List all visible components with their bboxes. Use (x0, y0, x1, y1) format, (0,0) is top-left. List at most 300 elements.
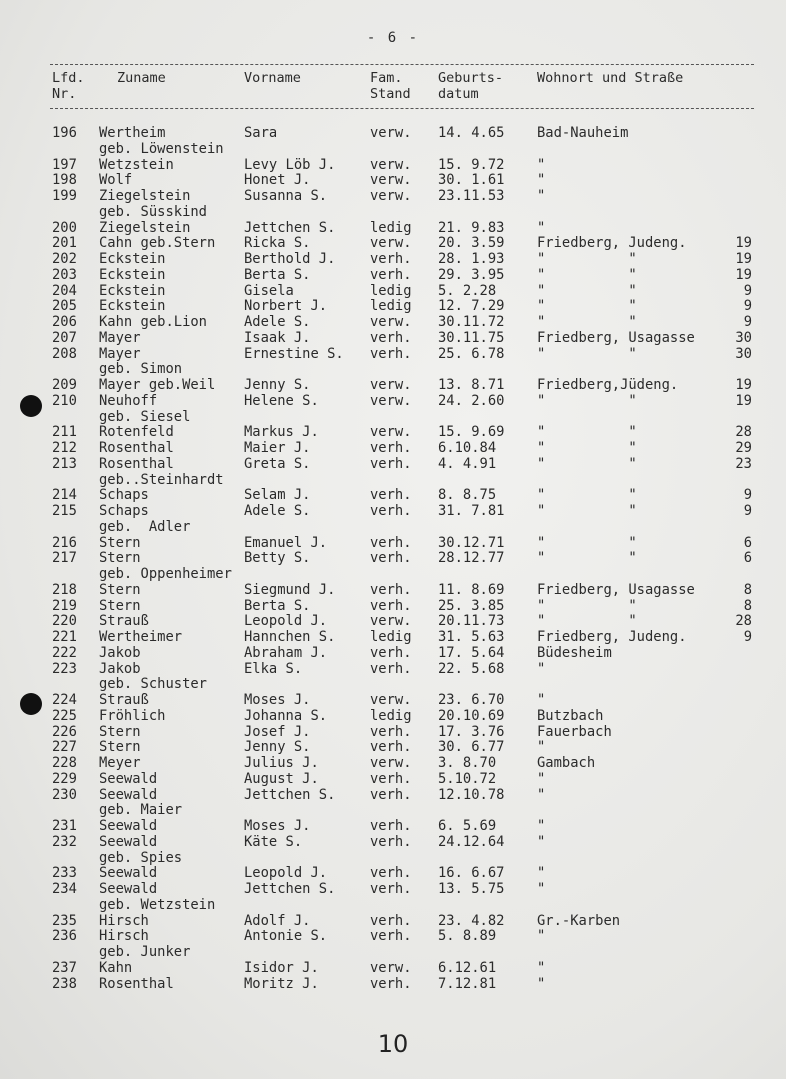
maiden-name: geb. Süsskind (99, 203, 207, 220)
surname: Hirsch (99, 928, 149, 945)
given-name: Susanna S. (244, 188, 328, 204)
table-row (0, 251, 786, 267)
given-name: Norbert J. (244, 298, 328, 315)
marital-status: verw. (370, 172, 412, 189)
entry-number: 230 (52, 786, 77, 803)
residence: " " (537, 314, 637, 330)
given-name: Jettchen S. (244, 881, 336, 897)
table-row (0, 771, 786, 787)
entry-number: 205 (52, 298, 77, 315)
surname: Stern (99, 534, 141, 551)
residence: " (537, 865, 546, 882)
marital-status: verh. (370, 251, 412, 267)
given-name: Antonie S. (244, 928, 328, 945)
birth-date: 30. 6.77 (438, 739, 505, 756)
given-name: Emanuel J. (244, 534, 328, 551)
surname: Schaps (99, 503, 149, 519)
birth-date: 23. 6.70 (438, 692, 505, 708)
birth-date: 5.10.72 (438, 770, 497, 787)
birth-date: 30.11.72 (438, 314, 505, 330)
marital-status: verh. (370, 329, 412, 346)
col-header-geburtsdatum: Geburts- datum (438, 70, 504, 102)
entry-number: 216 (52, 534, 77, 551)
given-name: Leopold J. (244, 613, 328, 630)
given-name: Markus J. (244, 424, 319, 441)
house-number: 29 (735, 440, 752, 456)
table-row (0, 708, 786, 724)
marital-status: ledig (370, 629, 412, 645)
birth-date: 6.10.84 (438, 440, 497, 456)
birth-date: 14. 4.65 (438, 125, 505, 141)
residence: " " (537, 424, 637, 441)
marital-status: verh. (370, 881, 412, 897)
given-name: Betty S. (244, 550, 311, 567)
residence: " " (537, 597, 637, 614)
birth-date: 28. 1.93 (438, 251, 505, 267)
table-row (0, 377, 786, 393)
table-row (0, 692, 786, 708)
given-name: Siegmund J. (244, 581, 336, 598)
surname: Rosenthal (99, 455, 174, 472)
residence: " " (537, 550, 637, 567)
table-row (0, 582, 786, 598)
birth-date: 23.11.53 (438, 188, 505, 204)
entry-number: 220 (52, 613, 77, 630)
entry-number: 226 (52, 723, 77, 740)
birth-date: 4. 4.91 (438, 455, 497, 472)
entry-number: 196 (52, 125, 77, 141)
marital-status: verh. (370, 865, 412, 882)
marital-status: verh. (370, 597, 412, 614)
residence: " (537, 818, 546, 834)
surname: Hirsch (99, 912, 149, 929)
given-name: Julius J. (244, 755, 319, 771)
residence: " " (537, 251, 637, 267)
marital-status: verh. (370, 833, 412, 850)
given-name: Jettchen S. (244, 786, 336, 803)
residence: " " (537, 392, 637, 409)
table-row (0, 881, 786, 897)
given-name: Käte S. (244, 833, 303, 850)
marital-status: ledig (370, 219, 412, 236)
entry-number: 213 (52, 455, 77, 472)
marital-status: verh. (370, 487, 412, 504)
residence: " " (537, 298, 637, 315)
birth-date: 31. 7.81 (438, 503, 505, 519)
table-row (0, 456, 786, 472)
punch-hole (20, 395, 42, 417)
entry-number: 234 (52, 881, 77, 897)
maiden-name: geb. Junker (99, 944, 191, 960)
residence: " (537, 928, 546, 945)
residence: " " (537, 503, 637, 519)
entry-number: 235 (52, 912, 77, 929)
col-header-wohnort: Wohnort und Straße (537, 70, 684, 86)
birth-date: 30. 1.61 (438, 172, 505, 189)
marital-status: verw. (370, 959, 412, 976)
table-row (0, 424, 786, 440)
given-name: Abraham J. (244, 644, 328, 661)
marital-status: verh. (370, 503, 412, 519)
given-name: Josef J. (244, 723, 311, 740)
marital-status: ledig (370, 707, 412, 724)
surname: Wertheimer (99, 629, 183, 645)
entry-number: 238 (52, 975, 77, 992)
given-name: Adele S. (244, 503, 311, 519)
birth-date: 31. 5.63 (438, 629, 505, 645)
given-name: Hannchen S. (244, 629, 336, 645)
house-number: 28 (735, 613, 752, 630)
table-row (0, 629, 786, 645)
table-row (0, 818, 786, 834)
marital-status: verh. (370, 818, 412, 834)
entry-number: 203 (52, 266, 77, 283)
marital-status: verw. (370, 156, 412, 173)
birth-date: 11. 8.69 (438, 581, 505, 598)
residence: " (537, 739, 546, 756)
maiden-name: geb. Simon (99, 361, 183, 378)
surname: Rosenthal (99, 975, 174, 992)
maiden-name: geb. Wetzstein (99, 896, 216, 913)
given-name: Sara (244, 125, 278, 141)
given-name: Ricka S. (244, 235, 311, 252)
residence: " " (537, 455, 637, 472)
header-top-rule (50, 64, 754, 65)
entry-number: 232 (52, 833, 77, 850)
surname: Ziegelstein (99, 219, 191, 236)
table-row (0, 976, 786, 992)
surname: Stern (99, 739, 141, 756)
residence: " (537, 660, 546, 677)
marital-status: verh. (370, 581, 412, 598)
house-number: 9 (743, 487, 752, 504)
birth-date: 25. 6.78 (438, 345, 505, 362)
surname: Schaps (99, 487, 149, 504)
entry-number: 211 (52, 424, 77, 441)
entry-number: 206 (52, 314, 77, 330)
table-row (0, 928, 786, 944)
surname: Eckstein (99, 266, 166, 283)
surname: Eckstein (99, 298, 166, 315)
surname: Jakob (99, 644, 141, 661)
birth-date: 22. 5.68 (438, 660, 505, 677)
entry-number: 236 (52, 928, 77, 945)
entry-number: 219 (52, 597, 77, 614)
entry-number: 212 (52, 440, 77, 456)
table-row (0, 755, 786, 771)
entry-number: 207 (52, 329, 77, 346)
table-row (0, 960, 786, 976)
birth-date: 13. 5.75 (438, 881, 505, 897)
entry-number: 214 (52, 487, 77, 504)
given-name: Moses J. (244, 692, 311, 708)
entry-number: 224 (52, 692, 77, 708)
surname: Ziegelstein (99, 188, 191, 204)
birth-date: 7.12.81 (438, 975, 497, 992)
birth-date: 24. 2.60 (438, 392, 505, 409)
surname: Eckstein (99, 282, 166, 299)
given-name: Johanna S. (244, 707, 328, 724)
given-name: Isaak J. (244, 329, 311, 346)
surname: Wertheim (99, 125, 166, 141)
house-number: 6 (743, 534, 752, 551)
residence: " (537, 833, 546, 850)
given-name: Moritz J. (244, 975, 319, 992)
birth-date: 13. 8.71 (438, 377, 505, 393)
marital-status: verh. (370, 550, 412, 567)
maiden-name: geb. Löwenstein (99, 140, 224, 157)
surname: Seewald (99, 770, 158, 787)
table-row (0, 535, 786, 551)
birth-date: 5. 8.89 (438, 928, 497, 945)
given-name: Isidor J. (244, 959, 319, 976)
residence: " " (537, 282, 637, 299)
table-row (0, 267, 786, 283)
surname: Wolf (99, 172, 133, 189)
residence: " (537, 786, 546, 803)
birth-date: 15. 9.69 (438, 424, 505, 441)
entry-number: 229 (52, 770, 77, 787)
marital-status: verw. (370, 392, 412, 409)
birth-date: 21. 9.83 (438, 219, 505, 236)
surname: Eckstein (99, 251, 166, 267)
residence: Bad-Nauheim (537, 125, 629, 141)
surname: Cahn geb.Stern (99, 235, 216, 252)
birth-date: 20.11.73 (438, 613, 505, 630)
given-name: Adele S. (244, 314, 311, 330)
marital-status: verh. (370, 723, 412, 740)
house-number: 9 (743, 282, 752, 299)
marital-status: verh. (370, 770, 412, 787)
table-row (0, 913, 786, 929)
residence: Friedberg,Jüdeng. (537, 377, 679, 393)
surname: Kahn (99, 959, 133, 976)
given-name: Helene S. (244, 392, 319, 409)
birth-date: 12. 7.29 (438, 298, 505, 315)
residence: " (537, 219, 546, 236)
given-name: Selam J. (244, 487, 311, 504)
table-row (0, 314, 786, 330)
marital-status: ledig (370, 282, 412, 299)
residence: " (537, 156, 546, 173)
entry-number: 204 (52, 282, 77, 299)
table-row (0, 487, 786, 503)
birth-date: 15. 9.72 (438, 156, 505, 173)
marital-status: verw. (370, 755, 412, 771)
marital-status: verw. (370, 692, 412, 708)
house-number: 9 (743, 629, 752, 645)
residence: " " (537, 534, 637, 551)
surname: Rotenfeld (99, 424, 174, 441)
page-number: - 6 - (366, 30, 420, 46)
surname: Seewald (99, 865, 158, 882)
given-name: Berthold J. (244, 251, 336, 267)
residence: Büdesheim (537, 644, 612, 661)
table-row (0, 283, 786, 299)
marital-status: ledig (370, 298, 412, 315)
surname: Jakob (99, 660, 141, 677)
entry-number: 218 (52, 581, 77, 598)
residence: Fauerbach (537, 723, 612, 740)
table-row (0, 125, 786, 141)
maiden-name: geb. Adler (99, 518, 191, 535)
birth-date: 5. 2.28 (438, 282, 497, 299)
house-number: 8 (743, 597, 752, 614)
residence: Friedberg, Judeng. (537, 629, 687, 645)
given-name: Levy Löb J. (244, 156, 336, 173)
birth-date: 17. 5.64 (438, 644, 505, 661)
birth-date: 12.10.78 (438, 786, 505, 803)
birth-date: 29. 3.95 (438, 266, 505, 283)
table-row (0, 645, 786, 661)
entry-number: 222 (52, 644, 77, 661)
marital-status: verh. (370, 786, 412, 803)
residence: " (537, 770, 546, 787)
house-number: 8 (743, 581, 752, 598)
marital-status: verh. (370, 975, 412, 992)
marital-status: verh. (370, 266, 412, 283)
house-number: 9 (743, 298, 752, 315)
table-row (0, 330, 786, 346)
maiden-name: geb. Spies (99, 849, 183, 866)
surname: Stern (99, 723, 141, 740)
entry-number: 225 (52, 707, 77, 724)
residence: Friedberg, Judeng. (537, 235, 687, 252)
given-name: Moses J. (244, 818, 311, 834)
marital-status: verh. (370, 644, 412, 661)
entry-number: 209 (52, 377, 77, 393)
birth-date: 20. 3.59 (438, 235, 505, 252)
entry-number: 199 (52, 188, 77, 204)
birth-date: 8. 8.75 (438, 487, 497, 504)
birth-date: 30.12.71 (438, 534, 505, 551)
col-header-zuname: Zuname (117, 70, 166, 86)
house-number: 19 (735, 392, 752, 409)
table-row (0, 188, 786, 204)
entry-number: 198 (52, 172, 77, 189)
birth-date: 17. 3.76 (438, 723, 505, 740)
residence: Friedberg, Usagasse (537, 581, 695, 598)
surname: Mayer (99, 329, 141, 346)
residence: " " (537, 266, 637, 283)
birth-date: 25. 3.85 (438, 597, 505, 614)
table-row (0, 550, 786, 566)
birth-date: 3. 8.70 (438, 755, 497, 771)
table-row (0, 503, 786, 519)
surname: Seewald (99, 786, 158, 803)
residence: " (537, 881, 546, 897)
marital-status: verh. (370, 345, 412, 362)
table-row (0, 834, 786, 850)
entry-number: 231 (52, 818, 77, 834)
table-row (0, 220, 786, 236)
surname: Seewald (99, 833, 158, 850)
given-name: Greta S. (244, 455, 311, 472)
marital-status: verh. (370, 739, 412, 756)
marital-status: verh. (370, 928, 412, 945)
house-number: 19 (735, 377, 752, 393)
birth-date: 6.12.61 (438, 959, 497, 976)
marital-status: verh. (370, 534, 412, 551)
residence: " (537, 188, 546, 204)
col-header-vorname: Vorname (244, 70, 301, 86)
residence: " (537, 975, 546, 992)
entry-number: 227 (52, 739, 77, 756)
given-name: August J. (244, 770, 319, 787)
table-row (0, 393, 786, 409)
birth-date: 6. 5.69 (438, 818, 497, 834)
col-header-fam-stand: Fam. Stand (370, 70, 411, 102)
surname: Fröhlich (99, 707, 166, 724)
table-row (0, 298, 786, 314)
entry-number: 221 (52, 629, 77, 645)
residence: " " (537, 487, 637, 504)
surname: Strauß (99, 692, 149, 708)
entry-number: 197 (52, 156, 77, 173)
footer-number: 10 (377, 1030, 409, 1058)
given-name: Jenny S. (244, 739, 311, 756)
residence: " (537, 692, 546, 708)
maiden-name: geb. Schuster (99, 676, 207, 693)
house-number: 9 (743, 314, 752, 330)
house-number: 9 (743, 503, 752, 519)
residence: Gr.-Karben (537, 912, 621, 929)
table-row (0, 346, 786, 362)
given-name: Honet J. (244, 172, 311, 189)
table-row (0, 235, 786, 251)
table-row (0, 724, 786, 740)
surname: Rosenthal (99, 440, 174, 456)
entry-number: 228 (52, 755, 77, 771)
table-row (0, 787, 786, 803)
table-row (0, 865, 786, 881)
house-number: 30 (735, 329, 752, 346)
entry-number: 215 (52, 503, 77, 519)
birth-date: 23. 4.82 (438, 912, 505, 929)
given-name: Berta S. (244, 597, 311, 614)
given-name: Maier J. (244, 440, 311, 456)
house-number: 30 (735, 345, 752, 362)
maiden-name: geb..Steinhardt (99, 471, 224, 488)
birth-date: 28.12.77 (438, 550, 505, 567)
entry-number: 237 (52, 959, 77, 976)
birth-date: 30.11.75 (438, 329, 505, 346)
marital-status: verw. (370, 377, 412, 393)
entry-number: 223 (52, 660, 77, 677)
surname: Mayer geb.Weil (99, 377, 216, 393)
entry-number: 200 (52, 219, 77, 236)
marital-status: verw. (370, 424, 412, 441)
residence: " (537, 959, 546, 976)
marital-status: verh. (370, 455, 412, 472)
surname: Kahn geb.Lion (99, 314, 207, 330)
surname: Meyer (99, 755, 141, 771)
house-number: 6 (743, 550, 752, 567)
residence: Friedberg, Usagasse (537, 329, 695, 346)
maiden-name: geb. Maier (99, 802, 183, 819)
residence: " (537, 172, 546, 189)
marital-status: verw. (370, 613, 412, 630)
given-name: Elka S. (244, 660, 303, 677)
table-row (0, 157, 786, 173)
marital-status: verw. (370, 314, 412, 330)
given-name: Berta S. (244, 266, 311, 283)
surname: Seewald (99, 818, 158, 834)
marital-status: verw. (370, 235, 412, 252)
entry-number: 210 (52, 392, 77, 409)
residence: Gambach (537, 755, 596, 771)
residence: Butzbach (537, 707, 604, 724)
